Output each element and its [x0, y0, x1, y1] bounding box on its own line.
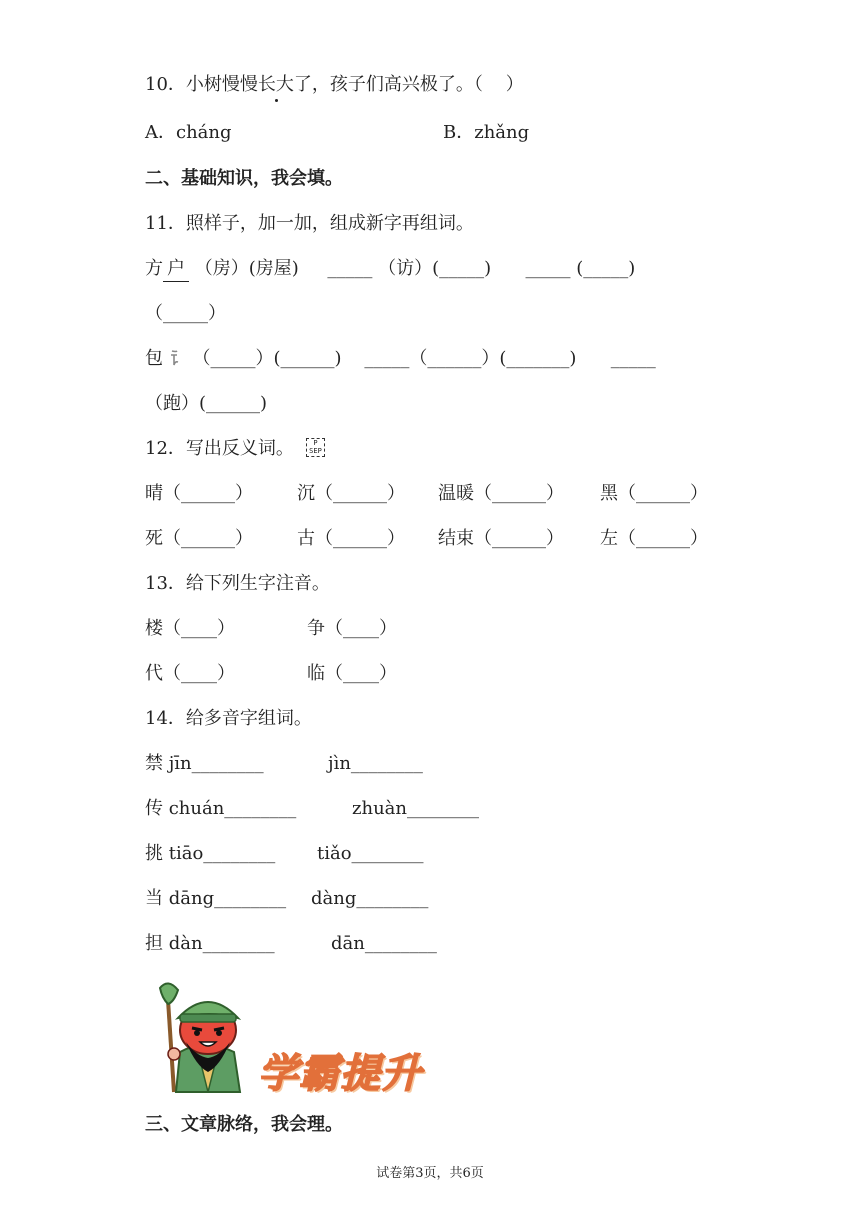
polyphone-item: dàng________ [311, 888, 429, 909]
antonym-item: 温暖（______） [438, 483, 564, 504]
question-11-title: 11．照样子，加一加，组成新字再组词。 [145, 213, 474, 234]
antonym-item: 死（______） [145, 528, 253, 549]
antonym-item: 沉（______） [297, 483, 405, 504]
pinyin-item: 代（____） [145, 663, 235, 684]
added-char: 户 [163, 257, 189, 282]
antonym-item: 古（______） [297, 528, 405, 549]
polyphone-item: 传 chuán________ [145, 798, 297, 819]
question-12-title: 12．写出反义词。 [145, 438, 294, 459]
polyphone-item: 挑 tiāo________ [145, 843, 276, 864]
polyphone-item: tiǎo________ [317, 843, 424, 864]
option-b: B．zhǎng [443, 122, 530, 143]
emphasis-dot [275, 99, 278, 102]
question-10: 10．小树慢慢长大了，孩子们高兴极了。（ ） [145, 74, 524, 95]
base-char: 方 [145, 258, 163, 279]
q11-row-1 [145, 257, 635, 282]
sep-icon: P SEP [306, 438, 325, 457]
antonym-item: 晴（______） [145, 483, 253, 504]
question-14-title: 14．给多音字组词。 [145, 708, 312, 729]
pinyin-item: 临（____） [307, 663, 397, 684]
section-2-title: 二、基础知识，我会填。 [145, 168, 343, 189]
antonym-item: 左（______） [600, 528, 708, 549]
polyphone-item: zhuàn________ [352, 798, 479, 819]
antonym-item: 结束（______） [438, 528, 564, 549]
q11-row-1-rest: （房）(房屋) _____ （访）(_____) _____ (_____) [189, 258, 636, 279]
polyphone-item: 禁 jīn________ [145, 753, 264, 774]
option-a: A．cháng [145, 122, 232, 143]
polyphone-item: 担 dàn________ [145, 933, 275, 954]
polyphone-item: 当 dāng________ [145, 888, 287, 909]
q11-row-2 [145, 347, 656, 371]
section-3-title: 三、文章脉络，我会理。 [145, 1114, 343, 1135]
q11-row-2-cont: （跑）(______) [145, 393, 268, 414]
page-footer: 试卷第3页，共6页 [376, 1166, 484, 1181]
radical-stroke-icon [169, 349, 181, 367]
polyphone-item: dān________ [331, 933, 437, 954]
pinyin-item: 争（____） [307, 618, 397, 639]
base-char: 包 [145, 348, 163, 369]
q11-row-1-cont: （_____） [145, 303, 226, 324]
question-13-title: 13．给下列生字注音。 [145, 573, 330, 594]
polyphone-item: jìn________ [328, 753, 423, 774]
antonym-item: 黑（______） [600, 483, 708, 504]
q11-row-2-rest: （_____）(______) _____（______）(_______) _____ [181, 348, 656, 369]
banner-title: 学霸提升 [258, 1051, 422, 1097]
cartoon-character-illustration [150, 980, 260, 1098]
pinyin-item: 楼（____） [145, 618, 235, 639]
